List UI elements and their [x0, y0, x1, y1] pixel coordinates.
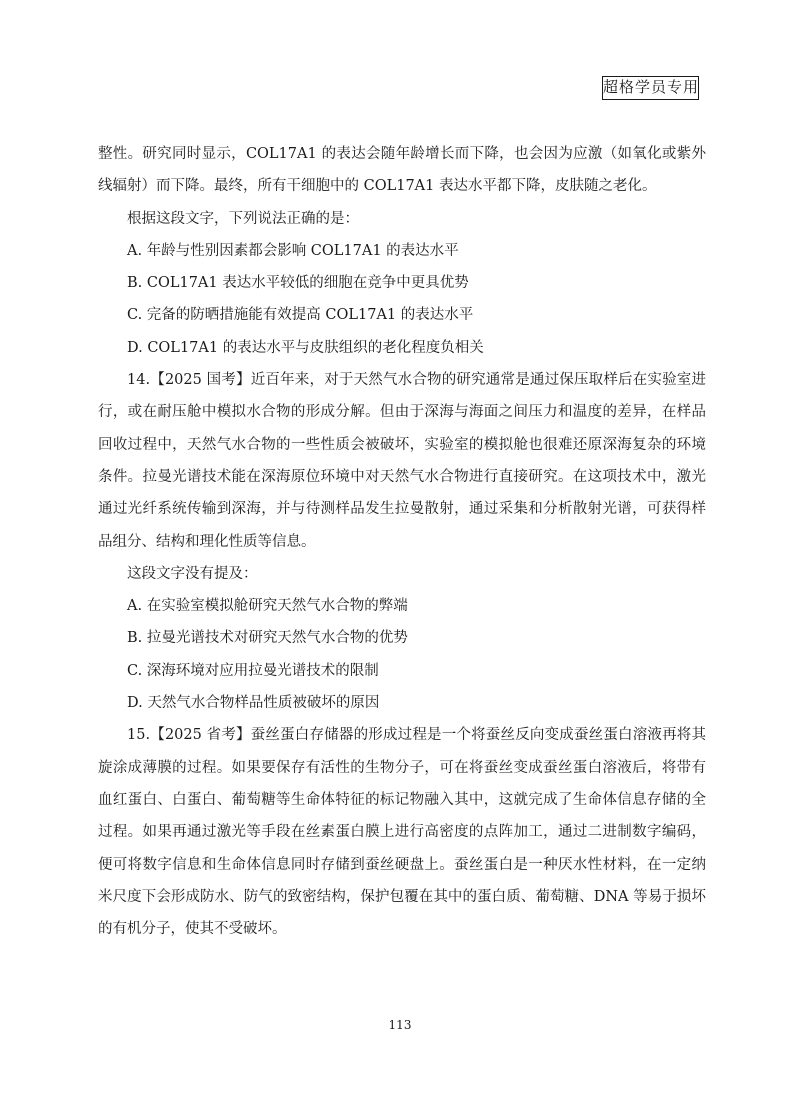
q13-option-d: D. COL17A1 的表达水平与皮肤组织的老化程度负相关 [127, 339, 484, 356]
q14-option-d: D. 天然气水合物样品性质被破坏的原因 [127, 695, 380, 712]
q14-source-tag: 【2025 国考】 [150, 372, 251, 389]
q15-passage-text: 蚕丝蛋白存储器的形成过程是一个将蚕丝反向变成蚕丝蛋白溶液再将其旋涂成薄膜的过程。如果要保存有活性的生物分子，可在将蚕丝变成蚕丝蛋白溶液后，将带有血红蛋白、白蛋白、葡萄糖等生命体特征的标记物融入其中，这就完成了生命体信息存储的全过程。如果再通过激光等手段在丝素蛋白膜上进行高密度的点阵加工，通过二进制数字编码，便可将数字信息和生命体信息同时存储到蚕丝硬盘上。蚕丝蛋白是一种厌水性材料，在一定纳米尺度下会形成防水、防气的致密结构，保护包覆在其中的蛋白质、葡萄糖、DNA 等易于损坏的有机分子，使其不受破坏。 [98, 727, 706, 938]
q14-stem: 这段文字没有提及： [127, 565, 258, 582]
q14-number: 14. [127, 372, 151, 389]
q14-passage-text: 近百年来，对于天然气水合物的研究通常是通过保压取样后在实验室进行，或在耐压舱中模拟水合物的形成分解。但由于深海与海面之间压力和温度的差异，在样品回收过程中，天然气水合物的一些性质会被破坏，实验室的模拟舱也很难还原深海复杂的环境条件。拉曼光谱技术能在深海原位环境中对天然气水合物进行直接研究。在这项技术中，激光通过光纤系统传输到深海，并与待测样品发生拉曼散射，通过采集和分析散射光谱，可获得样品组分、结构和理化性质等信息。 [98, 372, 706, 550]
q15-number: 15. [127, 727, 151, 744]
q13-option-b: B. COL17A1 表达水平较低的细胞在竞争中更具优势 [127, 275, 469, 292]
q13-stem: 根据这段文字，下列说法正确的是： [127, 210, 359, 227]
q14-passage [98, 364, 706, 558]
q15-source-tag: 【2025 省考】 [150, 727, 251, 744]
q14-option-c: C. 深海环境对应用拉曼光谱技术的限制 [127, 662, 379, 679]
q13-passage-continuation: 整性。研究同时显示，COL17A1 的表达会随年龄增长而下降，也会因为应激（如氧化或紫外线辐射）而下降。最终，所有干细胞中的 COL17A1 表达水平都下降，皮肤随之老化。 [98, 146, 706, 195]
q13-option-c: C. 完备的防晒措施能有效提高 COL17A1 的表达水平 [127, 307, 474, 324]
q15-passage [98, 719, 706, 945]
page-number: 113 [388, 1018, 412, 1032]
q13-option-a: A. 年龄与性别因素都会影响 COL17A1 的表达水平 [127, 242, 459, 259]
header-badge: 超格学员专用 [602, 76, 699, 100]
q14-option-a: A. 在实验室模拟舱研究天然气水合物的弊端 [127, 598, 408, 615]
page-body [98, 138, 706, 945]
q14-option-b: B. 拉曼光谱技术对研究天然气水合物的优势 [127, 630, 408, 647]
